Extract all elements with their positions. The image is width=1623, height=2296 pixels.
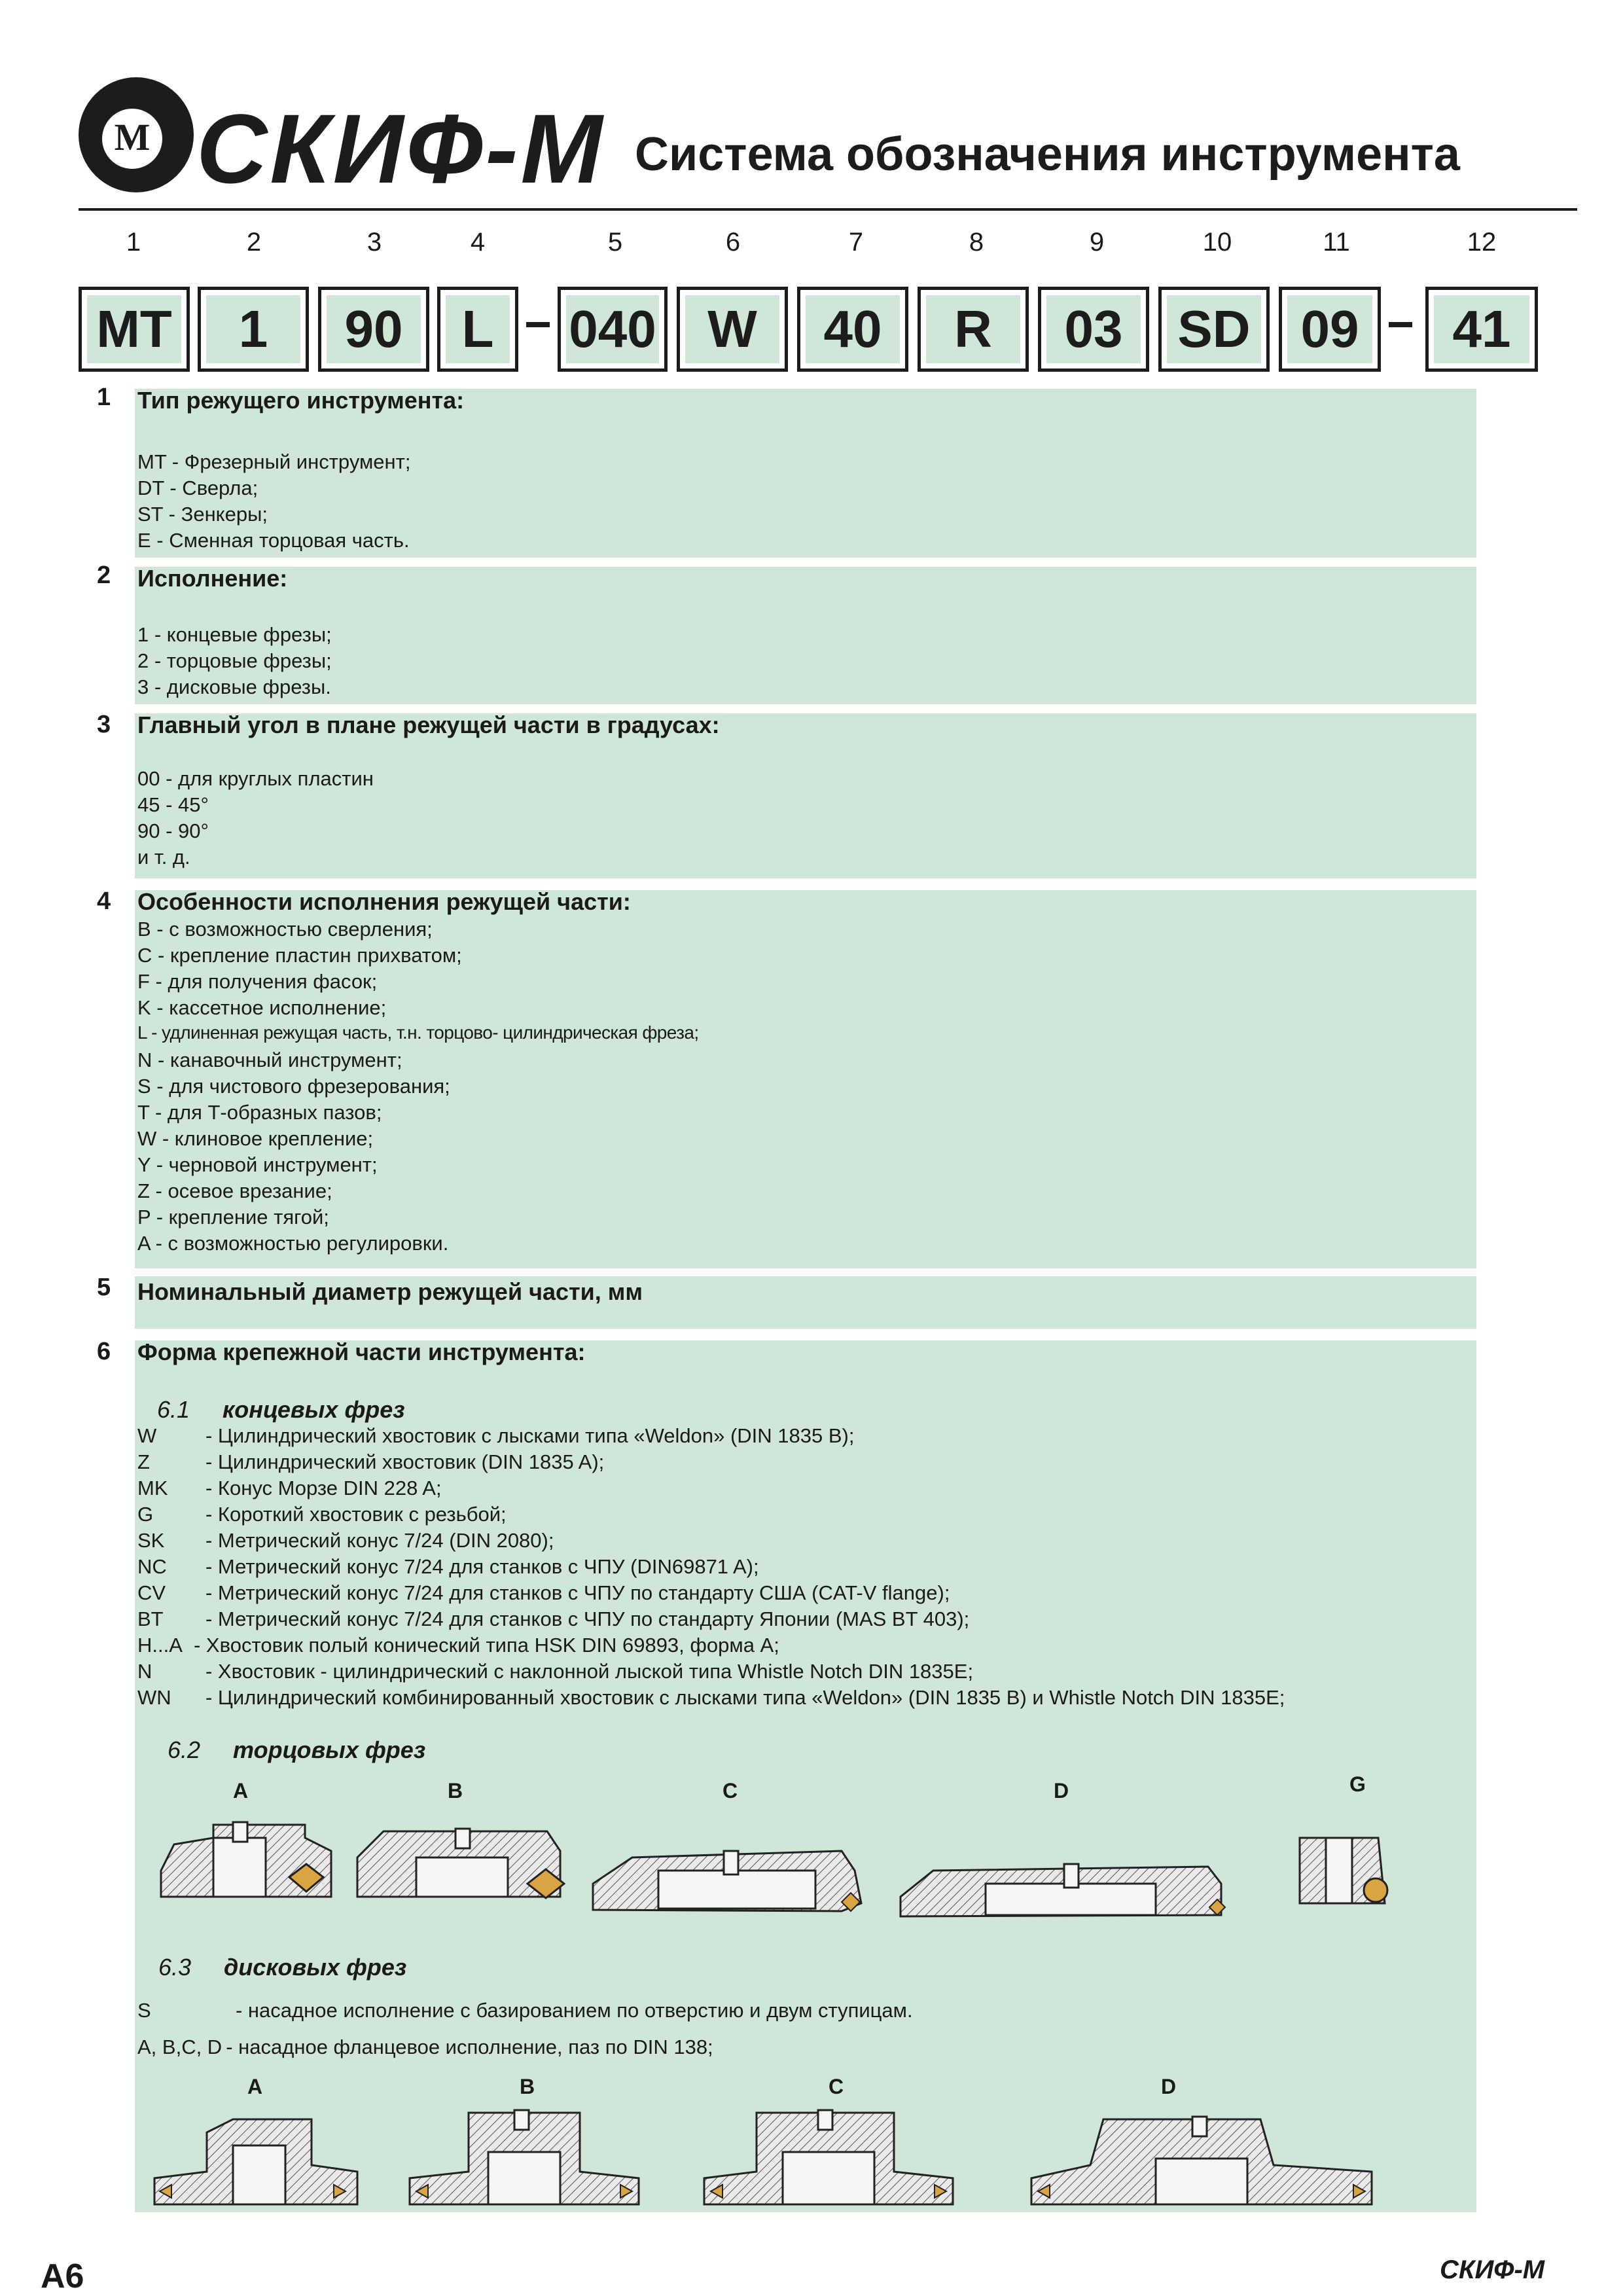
section-design [135,567,1476,704]
position-number: 3 [366,228,382,257]
figure-label: D [1161,2075,1177,2098]
section-cutting-features [135,890,1476,1268]
list-item: N - канавочный инструмент; [137,1049,402,1071]
section-title: Исполнение: [137,565,288,592]
list-item: Y - черновой инструмент; [137,1153,378,1176]
code-cell: MT [79,287,190,372]
list-item: S - насадное исполнение с базированием по отверстию и двум ступицам. [137,1999,913,2022]
position-number: 11 [1323,228,1350,257]
list-item: W - Цилиндрический хвостовик с лысками типа «Weldon» (DIN 1835 B); [137,1424,855,1447]
list-item: A, B,C, D - насадное фланцевое исполнение, паз по DIN 138; [137,2036,713,2058]
list-item: SK - Метрический конус 7/24 (DIN 2080); [137,1529,554,1552]
position-number: 10 [1202,228,1232,257]
position-number: 7 [848,228,864,257]
list-item: Z - Цилиндрический хвостовик (DIN 1835 A); [137,1450,605,1473]
section-title: Особенности исполнения режущей части: [137,888,631,915]
subsection-heading: 6.3 дисковых фрез [158,1954,407,1981]
position-number: 6 [725,228,741,257]
logo-letter: М [114,116,151,158]
disc-mill-form-a [154,2119,357,2204]
code-cell: 09 [1279,287,1381,372]
subsection-heading: 6.1 концевых фрез [157,1396,405,1423]
footer-brand: СКИФ-М [1440,2255,1545,2284]
list-item: C - крепление пластин прихватом; [137,944,462,967]
list-item: B - с возможностью сверления; [137,918,433,941]
figure-label: A [247,2075,263,2098]
code-separator [1389,322,1412,327]
list-item: T - для Т-образных пазов; [137,1101,382,1124]
position-number: 9 [1089,228,1105,257]
section-cutting-tool-type [135,389,1476,558]
position-number: 12 [1467,228,1497,257]
figure-label: D [1054,1779,1069,1803]
code-cell: 40 [797,287,908,372]
list-item: 00 - для круглых пластин [137,767,374,790]
figure-label: G [1349,1772,1366,1796]
list-item: и т. д. [137,846,190,869]
list-item: F - для получения фасок; [137,970,378,993]
subsection-heading: 6.2 торцовых фрез [168,1736,426,1763]
list-item: 90 - 90° [137,819,209,842]
position-number: 4 [470,228,486,257]
face-mill-drawings [135,1799,1476,1956]
list-item: MT - Фрезерный инструмент; [137,450,411,473]
code-separator [526,322,550,327]
page-title: Система обозначения инструмента [635,128,1460,181]
code-cell: 1 [198,287,309,372]
list-item: 2 - торцовые фрезы; [137,649,332,672]
list-item: E - Сменная торцовая часть. [137,529,410,552]
code-cell: W [677,287,788,372]
list-item: S - для чистового фрезерования; [137,1075,450,1098]
section-title: Форма крепежной части инструмента: [137,1338,586,1365]
list-item: DT - Сверла; [137,476,259,499]
code-cell: 040 [558,287,668,372]
section-number: 2 [97,562,111,589]
code-cell: 41 [1425,287,1538,372]
figure-label: B [520,2075,535,2098]
code-cell: L [437,287,518,372]
list-item: MK - Конус Морзе DIN 228 A; [137,1477,442,1499]
list-item: L - удлиненная режущая часть, т.н. торцово- цилиндрическая фреза; [137,1022,699,1043]
section-nominal-diameter [135,1276,1476,1329]
section-title: Главный угол в плане режущей части в градусах: [137,711,720,738]
header-divider [79,208,1577,211]
face-mill-form-g [1300,1838,1387,1903]
figure-label: C [829,2075,844,2098]
face-mill-form-d [901,1864,1225,1916]
code-cell: SD [1158,287,1270,372]
list-item: P - крепление тягой; [137,1206,329,1229]
section-number: 3 [97,711,111,738]
list-item: CV - Метрический конус 7/24 для станков с ЧПУ по стандарту США (CAT-V flange); [137,1581,950,1604]
position-number: 2 [246,228,262,257]
section-lead-angle [135,713,1476,878]
list-item: 45 - 45° [137,793,209,816]
position-number: 8 [969,228,984,257]
list-item: K - кассетное исполнение; [137,996,387,1019]
code-cell: R [918,287,1029,372]
disc-mill-form-d [1031,2117,1372,2204]
face-mill-form-c [593,1851,861,1911]
code-cell: 90 [318,287,429,372]
list-item: H...A - Хвостовик полый конический типа HSK DIN 69893, форма А; [137,1634,779,1657]
position-number: 1 [126,228,141,257]
list-item: 3 - дисковые фрезы. [137,675,331,698]
list-item: N - Хвостовик - цилиндрический с наклонной лыской типа Whistle Notch DIN 1835E; [137,1660,974,1683]
section-title: Тип режущего инструмента: [137,387,465,414]
list-item: ST - Зенкеры; [137,503,268,526]
section-number: 5 [97,1274,111,1301]
code-cell: 03 [1038,287,1149,372]
figure-label: B [448,1779,463,1803]
face-mill-form-a [161,1822,331,1897]
section-number: 4 [97,888,111,915]
list-item: 1 - концевые фрезы; [137,623,332,646]
list-item: NC - Метрический конус 7/24 для станков с ЧПУ (DIN69871 A); [137,1555,759,1578]
section-mounting-form [135,1340,1476,2212]
position-number: 5 [607,228,623,257]
list-item: Z - осевое врезание; [137,1179,332,1202]
list-item: A - с возможностью регулировки. [137,1232,449,1255]
list-item: BT - Метрический конус 7/24 для станков с ЧПУ по стандарту Японии (MAS BT 403); [137,1607,970,1630]
disc-mill-form-c [704,2110,953,2204]
list-item: W - клиновое крепление; [137,1127,374,1150]
figure-label: C [722,1779,738,1803]
page-number: А6 [41,2257,84,2295]
disc-mill-form-b [410,2110,639,2204]
disc-mill-drawings [135,2093,1476,2212]
face-mill-form-b [357,1829,564,1898]
section-number: 1 [97,384,111,411]
figure-label: A [233,1779,249,1803]
list-item: WN - Цилиндрический комбинированный хвостовик с лысками типа «Weldon» (DIN 1835 B) и Whistle Notch DIN 1835E; [137,1686,1285,1709]
section-number: 6 [97,1338,111,1365]
list-item: G - Короткий хвостовик с резьбой; [137,1503,507,1526]
section-title: Номинальный диаметр режущей части, мм [137,1278,643,1305]
brand-name: СКИФ-М [196,94,605,204]
